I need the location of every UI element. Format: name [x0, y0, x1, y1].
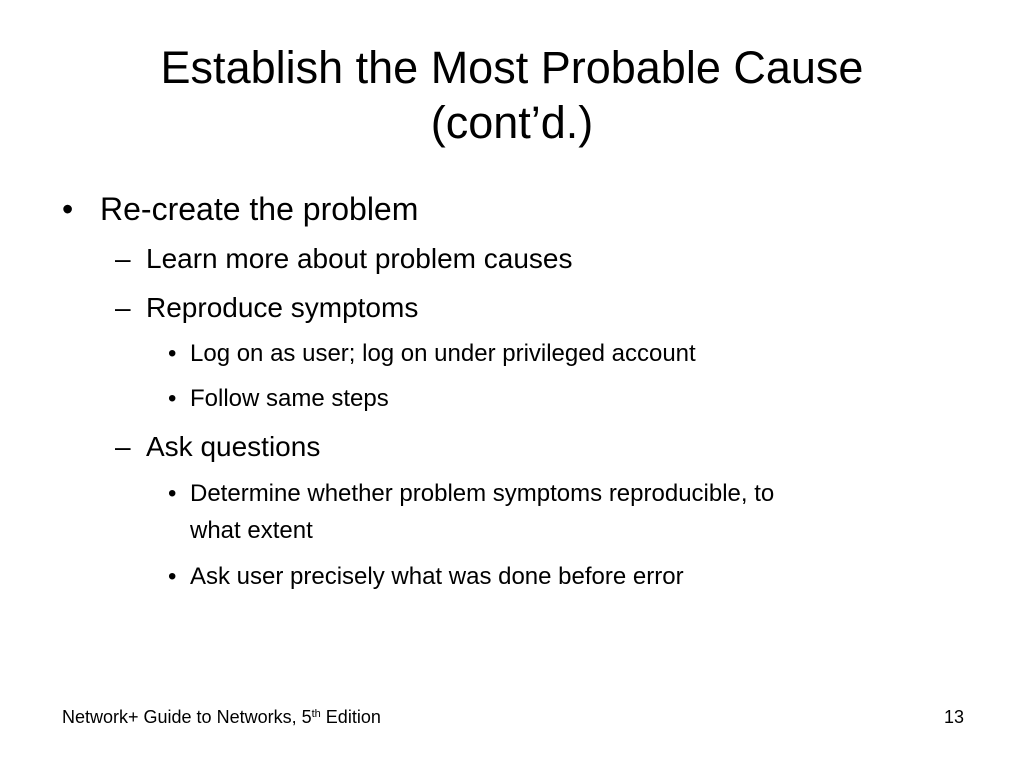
- footer-superscript: th: [311, 708, 321, 720]
- footer-edition: Edition: [320, 707, 381, 727]
- sub-bullet-item: Ask questions: [146, 431, 321, 462]
- bullet-marker: •: [62, 191, 74, 227]
- sub-sub-bullet-item: Ask user precisely what was done before error: [190, 563, 684, 590]
- sub-sub-bullet-item: Determine whether problem symptoms reproducible, to: [190, 480, 775, 507]
- footer-title-text: Network+ Guide to Networks, 5: [62, 707, 312, 727]
- bullet-item: Re-create the problem: [100, 191, 419, 227]
- slide-title: [60, 40, 964, 150]
- sub-bullet-item: Learn more about problem causes: [146, 243, 573, 274]
- page-number: 13: [943, 707, 964, 727]
- sub-sub-bullet-marker: •: [168, 340, 177, 367]
- slide-title-line-1: Establish the Most Probable Cause: [160, 42, 864, 93]
- sub-sub-bullet-marker: •: [168, 480, 177, 507]
- slide-title-line-2: (cont’d.): [430, 97, 594, 148]
- sub-sub-bullet-marker: •: [168, 385, 177, 412]
- sub-bullet-marker: –: [115, 243, 131, 274]
- sub-sub-bullet-item: Follow same steps: [190, 385, 389, 412]
- sub-bullet-marker: –: [115, 431, 131, 462]
- sub-sub-bullet-item: Log on as user; log on under privileged account: [190, 340, 696, 367]
- sub-sub-bullet-marker: •: [168, 563, 177, 590]
- sub-bullet-marker: –: [115, 292, 131, 323]
- footer-book-title: [62, 706, 381, 728]
- sub-bullet-item: Reproduce symptoms: [146, 292, 419, 323]
- sub-sub-bullet-item-continuation: what extent: [190, 517, 313, 544]
